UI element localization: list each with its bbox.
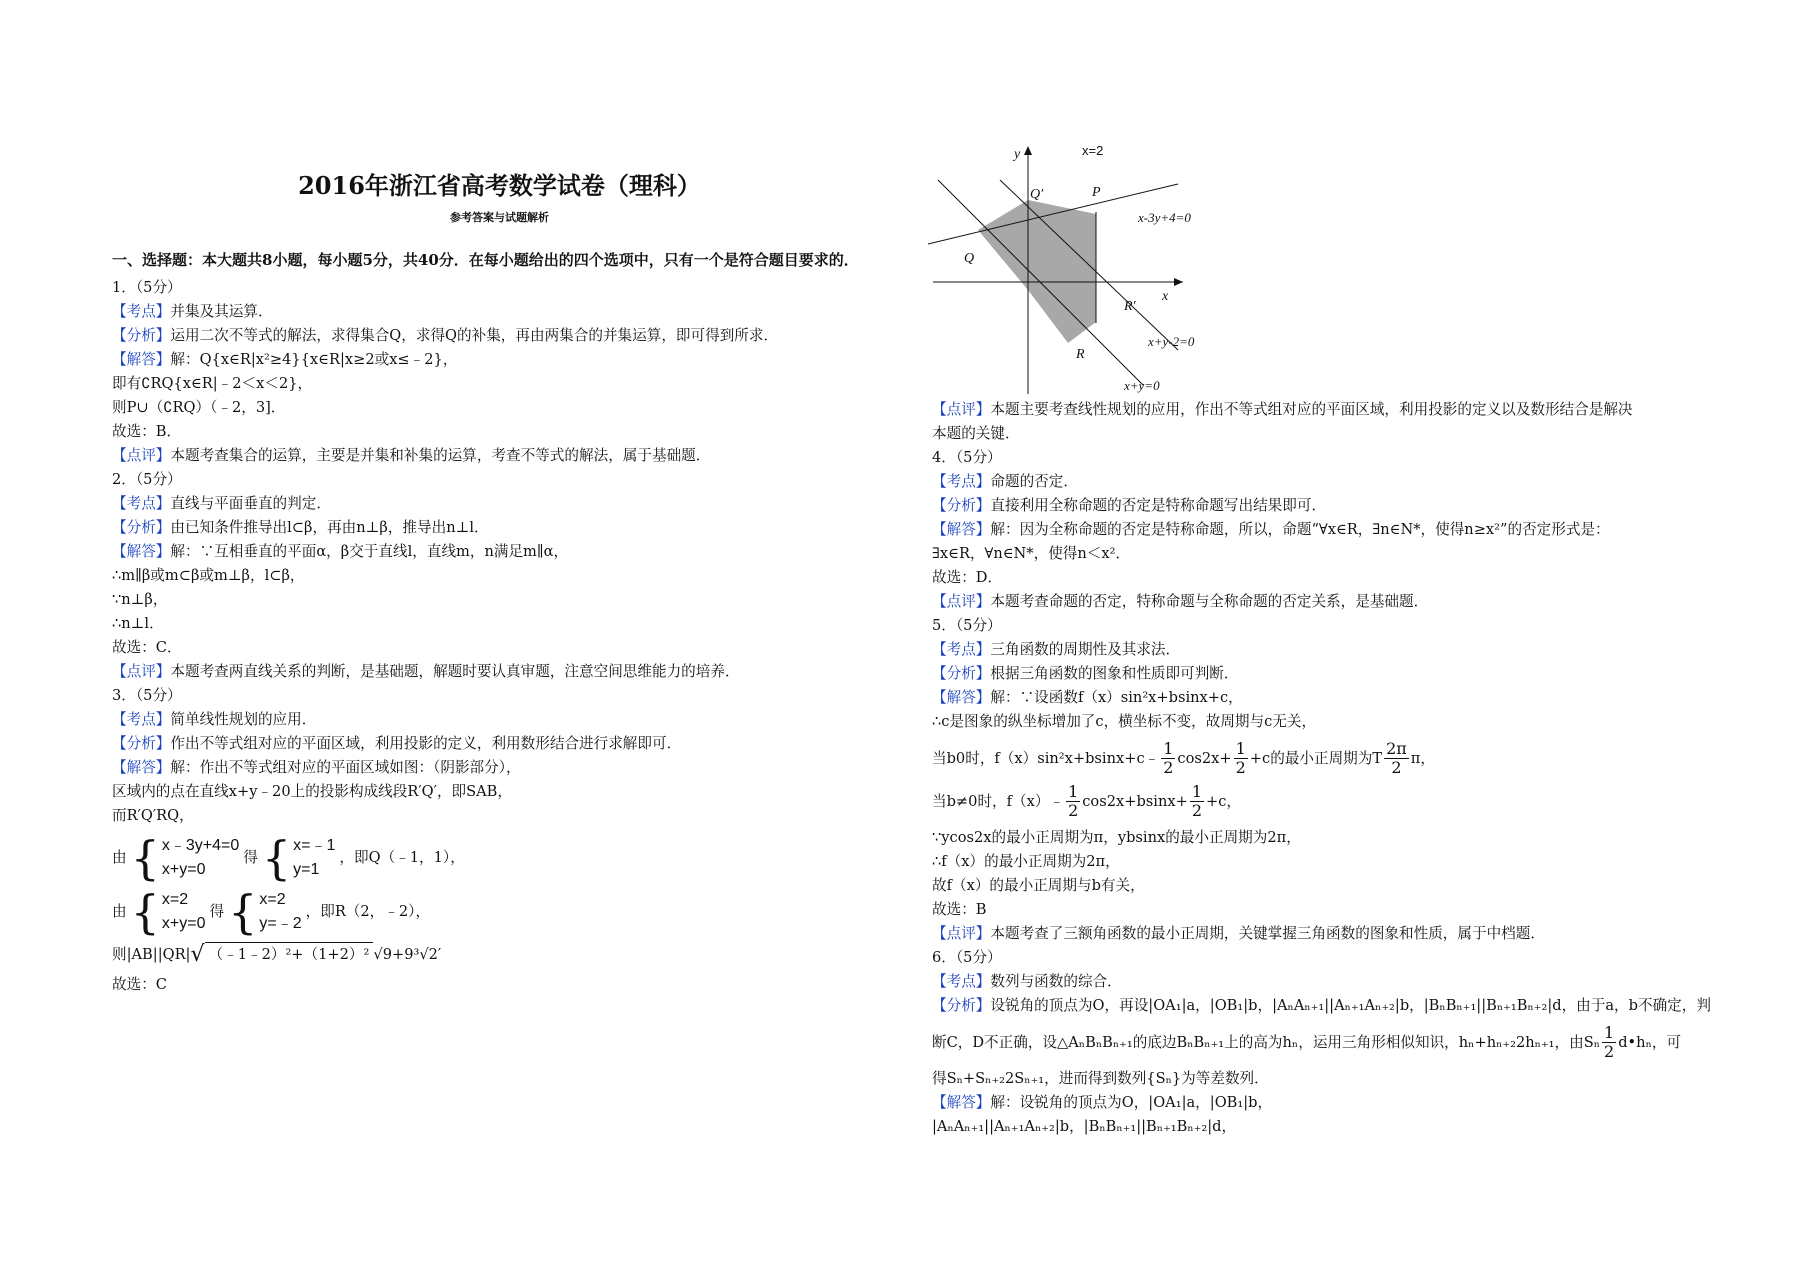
y-axis-arrow-icon (1024, 146, 1032, 155)
dianping-tag: 【点评】 (112, 447, 171, 464)
system-row: x﹣3y+4=0 (161, 837, 240, 854)
system-prefix: 由 (112, 903, 127, 920)
jieda-tag: 【解答】 (112, 759, 171, 776)
equation-system (228, 885, 302, 939)
q2-kaodian (112, 492, 887, 516)
jieda-tag: 【解答】 (112, 543, 171, 560)
q6-line: 得Sₙ+Sₙ₊₂2Sₙ₊₁，进而得到数列{Sₙ}为等差数列． (932, 1070, 1269, 1087)
denominator: 2 (1191, 801, 1202, 820)
kaodian-tag: 【考点】 (932, 641, 991, 658)
formula-text: cos2x+bsinx+ (1082, 792, 1188, 810)
q6-line: |AₙAₙ₊₁||Aₙ₊₁Aₙ₊₂|b，|BₙBₙ₊₁||Bₙ₊₁Bₙ₊₂|d， (932, 1118, 1237, 1135)
brace-icon: { (228, 885, 258, 939)
q5-jieda (932, 686, 1722, 710)
kaodian-tag: 【考点】 (112, 303, 171, 320)
q5-dianping-text: 本题考查了三额角函数的最小正周期，关键掌握三角函数的图象和性质，属于中档题． (990, 925, 1545, 942)
denominator: 2 (1604, 1042, 1615, 1061)
section-heading: 一、选择题：本大题共8小题，每小题5分，共40分．在每小题给出的四个选项中，只有一个是符合题目要求的． (112, 251, 859, 269)
system-row: x=2 (161, 891, 189, 908)
q1-fenxi-text: 运用二次不等式的解法，求得集合Q，求得Q的补集，再由两集合的并集运算，即可得到所求． (170, 327, 779, 344)
brace-icon: { (130, 885, 160, 939)
dianping-tag: 【点评】 (932, 401, 991, 418)
fraction (1066, 783, 1080, 820)
q5-fenxi-text: 根据三角函数的图象和性质即可判断． (990, 665, 1239, 682)
q3-graph (928, 140, 1238, 396)
q1-jieda (112, 348, 887, 372)
fraction (1234, 740, 1248, 777)
q4-line: ∃x∈R，∀n∈N*，使得n＜x²． (932, 545, 1131, 562)
q3-fenxi-text: 作出不等式组对应的平面区域，利用投影的定义，利用数形结合进行求解即可． (170, 735, 682, 752)
q5-line: ∴f（x）的最小正周期为2π， (932, 853, 1120, 870)
q3-kaodian (112, 708, 887, 732)
dianping-tag: 【点评】 (112, 663, 171, 680)
label-Rp: R′ (1124, 299, 1136, 314)
q2-jieda (112, 540, 887, 564)
numerator: 1 (1191, 782, 1202, 801)
q5-answer: 故选：B (932, 901, 987, 918)
q3-dianping-cont: 本题的关键． (932, 425, 1020, 442)
brace-icon: { (130, 831, 160, 885)
right-column (932, 398, 1722, 1139)
q1-line: 则P∪（∁RQ）（﹣2，3]． (112, 399, 286, 416)
fraction (1384, 740, 1409, 777)
fenxi-tag: 【分析】 (932, 497, 991, 514)
q1-dianping (112, 444, 887, 468)
q3-distance (112, 942, 887, 967)
shaded-region (978, 200, 1096, 343)
q3-system-2 (112, 885, 887, 939)
sqrt-icon: √ (190, 941, 205, 967)
q4-fenxi-text: 直接利用全称命题的否定是特称命题写出结果即可． (990, 497, 1327, 514)
q6-formula (932, 1024, 1722, 1061)
kaodian-tag: 【考点】 (932, 473, 991, 490)
left-column (112, 170, 887, 997)
q1-kaodian (112, 300, 887, 324)
q5-kaodian (932, 638, 1722, 662)
numerator: 1 (1235, 739, 1246, 758)
jieda-tag: 【解答】 (932, 689, 991, 706)
q6-number: 6．（5分） (932, 949, 1002, 966)
formula-text: 当b≠0时，f（x）﹣ (932, 792, 1065, 810)
distance-suffix: √9+9³√2′ (373, 945, 442, 963)
q6-jieda (932, 1091, 1722, 1115)
formula-text: +c， (1206, 792, 1241, 810)
fraction (1602, 1024, 1616, 1061)
jieda-tag: 【解答】 (932, 1094, 991, 1111)
denominator: 2 (1235, 758, 1246, 777)
q1-answer: 故选：B． (112, 423, 182, 440)
q4-number: 4．（5分） (932, 449, 1002, 466)
q3-dianping (932, 398, 1722, 422)
q2-answer: 故选：C． (112, 639, 182, 656)
q4-kaodian-text: 命题的否定． (990, 473, 1078, 490)
q5-line: 故f（x）的最小正周期与b有关， (932, 877, 1145, 894)
system-suffix: ，即Q（﹣1，1）， (339, 849, 465, 866)
label-Q: Q (964, 251, 975, 266)
q2-line: ∴n⊥l． (112, 615, 164, 632)
q1-jieda-text: 解：Q{x∈R|x²≥4}{x∈R|x≥2或x≤﹣2}， (170, 351, 458, 368)
page-subtitle: 参考答案与试题解析 (450, 211, 549, 224)
system-mid: 得 (209, 903, 225, 920)
q2-dianping (112, 660, 887, 684)
kaodian-tag: 【考点】 (932, 973, 991, 990)
q1-number: 1．（5分） (112, 279, 182, 296)
fraction (1161, 740, 1175, 777)
q4-kaodian (932, 470, 1722, 494)
numerator: 1 (1604, 1023, 1615, 1042)
distance-prefix: 则|AB||QR| (112, 945, 191, 963)
fenxi-tag: 【分析】 (932, 665, 991, 682)
q1-kaodian-text: 并集及其运算． (170, 303, 273, 320)
system-row: y=1 (293, 861, 320, 878)
q6-fenxi-text: 设锐角的顶点为O，再设|OA₁|a，|OB₁|b，|AₙAₙ₊₁||Aₙ₊₁Aₙ₊₂|b，|BₙBₙ₊₁||Bₙ₊₁Bₙ₊₂|d，由于a，b不确定，判 (990, 997, 1711, 1014)
q1-dianping-text: 本题考查集合的运算，主要是并集和补集的运算，考查不等式的解法，属于基础题． (170, 447, 711, 464)
q5-number: 5．（5分） (932, 617, 1002, 634)
kaodian-tag: 【考点】 (112, 711, 171, 728)
formula-text: d•hₙ，可 (1618, 1033, 1682, 1051)
q3-answer: 故选：C (112, 976, 167, 993)
numerator: 1 (1068, 782, 1079, 801)
system-row: x=﹣1 (293, 837, 336, 854)
system-row: x=2 (259, 891, 286, 908)
equation-system (261, 831, 336, 885)
denominator: 2 (1391, 758, 1402, 777)
q2-jieda-text: 解：∵互相垂直的平面α，β交于直线l，直线m，n满足m∥α， (170, 543, 569, 560)
system-mid: 得 (243, 849, 258, 866)
label-line1: x-3y+4=0 (1138, 210, 1191, 225)
q5-fenxi (932, 662, 1722, 686)
numerator: 1 (1163, 739, 1174, 758)
numerator: 2π (1386, 739, 1407, 758)
q2-fenxi-text: 由已知条件推导出l⊂β，再由n⊥β，推导出n⊥l． (170, 519, 489, 536)
q4-jieda-text: 解：因为全称命题的否定是特称命题，所以，命题“∀x∈R，∃n∈N*，使得n≥x²”的否定形式是： (990, 521, 1610, 538)
formula-text: cos2x+ (1177, 749, 1232, 767)
system-row: x+y=0 (161, 915, 206, 932)
fraction (1190, 783, 1204, 820)
q1-fenxi (112, 324, 887, 348)
q6-kaodian (932, 970, 1722, 994)
q5-formula-2 (932, 783, 1722, 820)
q1-line: 即有∁RQ{x∈R|﹣2＜x＜2}， (112, 375, 313, 392)
system-suffix: ，即R（2，﹣2）， (305, 903, 431, 920)
q5-line: ∵ycos2x的最小正周期为π，ybsinx的最小正周期为2π， (932, 829, 1301, 846)
q4-fenxi (932, 494, 1722, 518)
system-row: x+y=0 (161, 861, 206, 878)
q4-dianping (932, 590, 1722, 614)
q5-kaodian-text: 三角函数的周期性及其求法． (990, 641, 1181, 658)
q6-jieda-text: 解：设锐角的顶点为O，|OA₁|a，|OB₁|b， (990, 1094, 1273, 1111)
fenxi-tag: 【分析】 (112, 327, 171, 344)
formula-text: 当b0时，f（x）sin²x+bsinx+c﹣ (932, 749, 1160, 767)
q2-kaodian-text: 直线与平面垂直的判定． (170, 495, 331, 512)
q5-jieda-text: 解：∵设函数f（x）sin²x+bsinx+c， (990, 689, 1243, 706)
fenxi-tag: 【分析】 (112, 735, 171, 752)
fenxi-tag: 【分析】 (112, 519, 171, 536)
equation-system (130, 831, 240, 885)
system-prefix: 由 (112, 849, 127, 866)
dianping-tag: 【点评】 (932, 593, 991, 610)
equation-system (130, 885, 206, 939)
q3-line: 而R′Q′RQ， (112, 807, 194, 824)
q3-dianping-text: 本题主要考查线性规划的应用，作出不等式组对应的平面区域，利用投影的定义以及数形结合是解决 (990, 401, 1633, 418)
denominator: 2 (1163, 758, 1174, 777)
jieda-tag: 【解答】 (112, 351, 171, 368)
formula-text: π， (1410, 749, 1435, 767)
label-y-axis: y (1014, 147, 1021, 162)
q2-line: ∵n⊥β， (112, 591, 168, 608)
label-R: R (1076, 347, 1085, 362)
q3-system-1 (112, 831, 887, 885)
q2-fenxi (112, 516, 887, 540)
page-title: 2016年浙江省高考数学试卷（理科） (298, 171, 701, 200)
q5-line: ∴c是图象的纵坐标增加了c，横坐标不变，故周期与c无关， (932, 713, 1317, 730)
q3-fenxi (112, 732, 887, 756)
kaodian-tag: 【考点】 (112, 495, 171, 512)
dianping-tag: 【点评】 (932, 925, 991, 942)
formula-text: 断C，D不正确，设△AₙBₙBₙ₊₁的底边BₙBₙ₊₁上的高为hₙ，运用三角形相似知识，hₙ+hₙ₊₂2hₙ₊₁，由Sₙ (932, 1033, 1601, 1051)
label-P: P (1092, 185, 1101, 200)
q2-number: 2．（5分） (112, 471, 182, 488)
q4-dianping-text: 本题考查命题的否定，特称命题与全称命题的否定关系，是基础题． (990, 593, 1429, 610)
system-row: y=﹣2 (259, 915, 302, 932)
fenxi-tag: 【分析】 (932, 997, 991, 1014)
q3-kaodian-text: 简单线性规划的应用． (170, 711, 317, 728)
q4-answer: 故选：D． (932, 569, 1003, 586)
radicand: （﹣1﹣2）²+（1+2）² (205, 942, 374, 967)
formula-text: +c的最小正周期为T (1249, 749, 1383, 767)
q3-jieda (112, 756, 887, 780)
q3-line: 区域内的点在直线x+y﹣20上的投影构成线段R′Q′，即SAB， (112, 783, 512, 800)
label-Qp: Q′ (1030, 187, 1044, 202)
q3-number: 3．（5分） (112, 687, 182, 704)
label-line3: x+y=0 (1124, 378, 1160, 393)
q3-jieda-text: 解：作出不等式组对应的平面区域如图：（阴影部分）， (170, 759, 521, 776)
jieda-tag: 【解答】 (932, 521, 991, 538)
x-axis-arrow-icon (1174, 278, 1183, 286)
label-line2: x+y-2=0 (1148, 334, 1195, 349)
q6-kaodian-text: 数列与函数的综合． (990, 973, 1122, 990)
q4-jieda (932, 518, 1722, 542)
denominator: 2 (1068, 801, 1079, 820)
q5-formula-1 (932, 740, 1722, 777)
label-x-axis: x (1162, 289, 1169, 304)
brace-icon: { (261, 831, 292, 885)
q2-line: ∴m∥β或m⊂β或m⊥β，l⊂β， (112, 567, 305, 584)
label-x2: x=2 (1082, 143, 1104, 158)
q2-dianping-text: 本题考查两直线关系的判断，是基础题，解题时要认真审题，注意空间思维能力的培养． (170, 663, 740, 680)
q5-dianping (932, 922, 1722, 946)
q6-fenxi (932, 994, 1722, 1018)
